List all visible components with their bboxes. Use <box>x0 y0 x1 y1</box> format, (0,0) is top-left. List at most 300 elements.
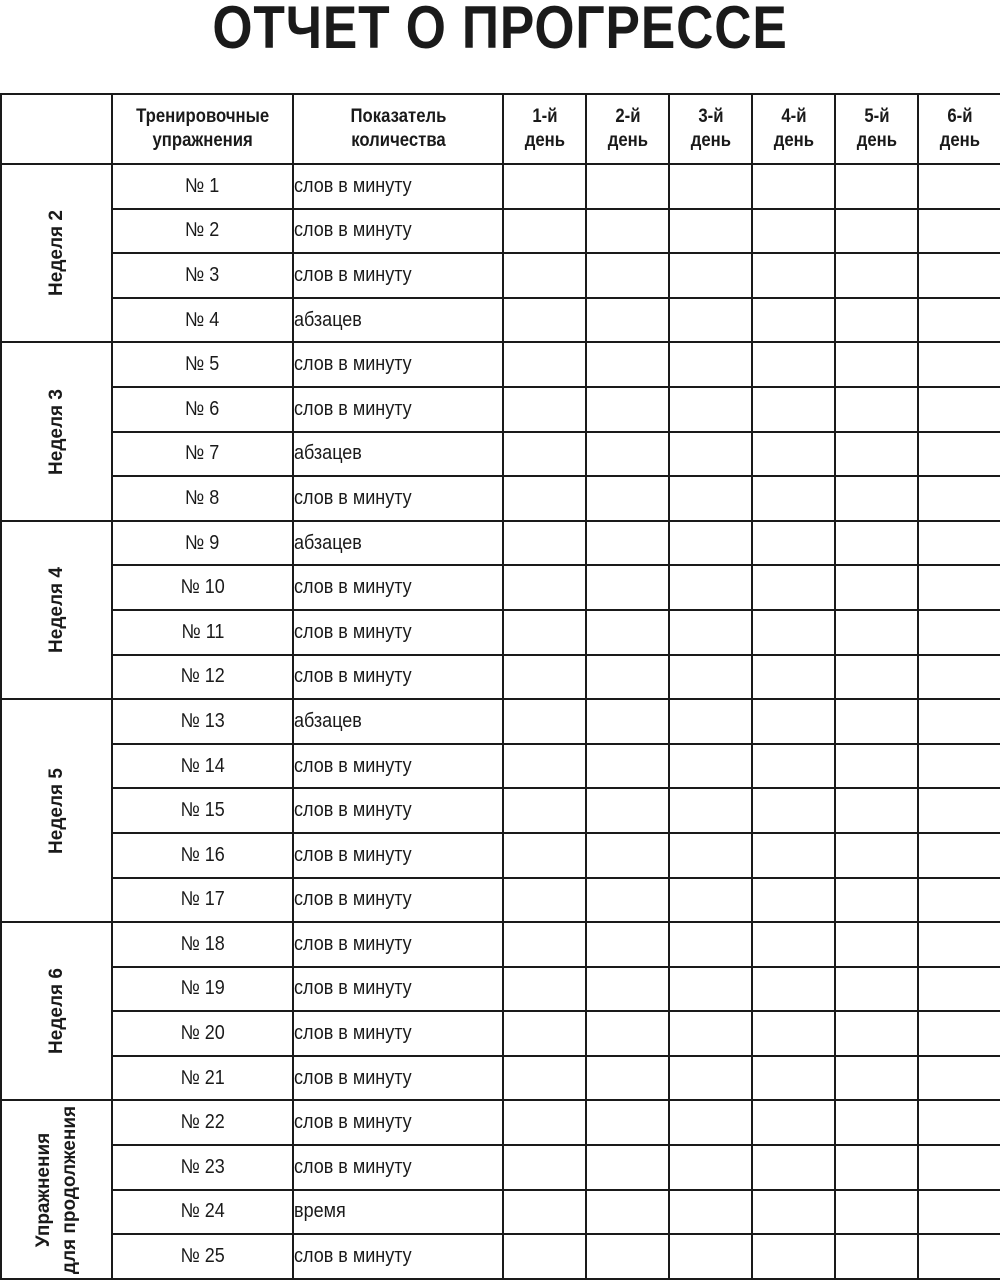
day-6-entry-cell[interactable] <box>918 878 1000 923</box>
exercise-number: № 16 <box>180 843 225 866</box>
day-6-entry-cell[interactable] <box>918 209 1000 254</box>
day-3-entry-cell[interactable] <box>669 1190 752 1235</box>
header-day-6 <box>918 94 1000 164</box>
day-2-entry-cell[interactable] <box>586 432 669 477</box>
day-2-entry-cell[interactable] <box>586 744 669 789</box>
report-body <box>1 164 1000 1279</box>
day-3-entry-cell[interactable] <box>669 1234 752 1279</box>
day-3-entry-cell[interactable] <box>669 655 752 700</box>
metric-cell <box>293 967 503 1012</box>
metric-label: слов в минуту <box>294 576 412 599</box>
day-4-entry-cell[interactable] <box>752 1056 835 1101</box>
day-1-entry-cell[interactable] <box>503 209 586 254</box>
day-2-entry-cell[interactable] <box>586 788 669 833</box>
metric-label: слов в минуту <box>294 888 412 911</box>
day-1-entry-cell[interactable] <box>503 387 586 432</box>
metric-label: время <box>294 1200 346 1223</box>
day-3-entry-cell[interactable] <box>669 1011 752 1056</box>
day-1-entry-cell[interactable] <box>503 342 586 387</box>
header-day-1 <box>503 94 586 164</box>
metric-cell <box>293 1145 503 1190</box>
day-1-entry-cell[interactable] <box>503 565 586 610</box>
day-4-entry-cell[interactable] <box>752 476 835 521</box>
metric-cell <box>293 922 503 967</box>
day-4-entry-cell[interactable] <box>752 521 835 566</box>
metric-label: слов в минуту <box>294 665 412 688</box>
exercise-number: № 9 <box>185 531 220 554</box>
day-3-entry-cell[interactable] <box>669 1145 752 1190</box>
day-1-entry-cell[interactable] <box>503 298 586 343</box>
table-row <box>1 164 1000 209</box>
day-5-entry-cell[interactable] <box>835 387 918 432</box>
exercise-number: № 15 <box>180 799 225 822</box>
week-group-label: Неделя 5 <box>45 767 67 854</box>
day-1-entry-cell[interactable] <box>503 788 586 833</box>
day-4-entry-cell[interactable] <box>752 699 835 744</box>
metric-label: слов в минуту <box>294 353 412 376</box>
day-6-entry-cell[interactable] <box>918 432 1000 477</box>
header-corner-cell <box>1 94 112 164</box>
day-1-entry-cell[interactable] <box>503 922 586 967</box>
exercise-number: № 13 <box>180 709 225 732</box>
day-5-entry-cell[interactable] <box>835 967 918 1012</box>
day-3-entry-cell[interactable] <box>669 878 752 923</box>
day-1-entry-cell[interactable] <box>503 432 586 477</box>
table-row <box>1 521 1000 566</box>
day-3-entry-cell[interactable] <box>669 209 752 254</box>
exercise-number: № 12 <box>180 665 225 688</box>
table-row <box>1 655 1000 700</box>
day-2-entry-cell[interactable] <box>586 253 669 298</box>
exercise-cell <box>112 1100 293 1145</box>
day-4-entry-cell[interactable] <box>752 209 835 254</box>
day-6-entry-cell[interactable] <box>918 1234 1000 1279</box>
exercise-number: № 10 <box>180 576 225 599</box>
day-2-entry-cell[interactable] <box>586 922 669 967</box>
table-row <box>1 878 1000 923</box>
day-6-entry-cell[interactable] <box>918 253 1000 298</box>
week-group-label: Упражнения для продолжения <box>32 1105 80 1274</box>
table-row <box>1 833 1000 878</box>
exercise-cell <box>112 209 293 254</box>
day-2-entry-cell[interactable] <box>586 655 669 700</box>
day-2-entry-cell[interactable] <box>586 209 669 254</box>
table-row <box>1 209 1000 254</box>
week-group-cell <box>1 342 112 520</box>
day-3-entry-cell[interactable] <box>669 610 752 655</box>
exercise-cell <box>112 1056 293 1101</box>
day-4-entry-cell[interactable] <box>752 1145 835 1190</box>
exercise-number: № 21 <box>180 1066 225 1089</box>
day-6-entry-cell[interactable] <box>918 699 1000 744</box>
metric-cell <box>293 253 503 298</box>
header-day-label: 6-й день <box>939 106 980 151</box>
metric-cell <box>293 788 503 833</box>
metric-label: слов в минуту <box>294 1111 412 1134</box>
day-1-entry-cell[interactable] <box>503 1190 586 1235</box>
day-2-entry-cell[interactable] <box>586 610 669 655</box>
day-5-entry-cell[interactable] <box>835 878 918 923</box>
header-day-3 <box>669 94 752 164</box>
metric-cell <box>293 164 503 209</box>
day-5-entry-cell[interactable] <box>835 655 918 700</box>
exercise-number: № 18 <box>180 932 225 955</box>
day-5-entry-cell[interactable] <box>835 1234 918 1279</box>
metric-cell <box>293 610 503 655</box>
header-day-label: 3-й день <box>690 106 731 151</box>
day-5-entry-cell[interactable] <box>835 1190 918 1235</box>
exercise-cell <box>112 699 293 744</box>
day-2-entry-cell[interactable] <box>586 1100 669 1145</box>
day-1-entry-cell[interactable] <box>503 744 586 789</box>
day-3-entry-cell[interactable] <box>669 744 752 789</box>
progress-report-table <box>0 93 1000 1280</box>
day-2-entry-cell[interactable] <box>586 1056 669 1101</box>
metric-cell <box>293 298 503 343</box>
exercise-cell <box>112 387 293 432</box>
day-1-entry-cell[interactable] <box>503 1056 586 1101</box>
metric-cell <box>293 521 503 566</box>
exercise-number: № 6 <box>185 397 220 420</box>
day-5-entry-cell[interactable] <box>835 164 918 209</box>
table-row <box>1 253 1000 298</box>
day-3-entry-cell[interactable] <box>669 342 752 387</box>
metric-cell <box>293 744 503 789</box>
day-5-entry-cell[interactable] <box>835 253 918 298</box>
day-1-entry-cell[interactable] <box>503 833 586 878</box>
table-row <box>1 476 1000 521</box>
day-4-entry-cell[interactable] <box>752 967 835 1012</box>
exercise-cell <box>112 1234 293 1279</box>
day-5-entry-cell[interactable] <box>835 788 918 833</box>
day-1-entry-cell[interactable] <box>503 655 586 700</box>
week-group-cell <box>1 164 112 342</box>
day-5-entry-cell[interactable] <box>835 1100 918 1145</box>
day-2-entry-cell[interactable] <box>586 1190 669 1235</box>
day-2-entry-cell[interactable] <box>586 699 669 744</box>
exercise-number: № 11 <box>180 620 225 643</box>
day-4-entry-cell[interactable] <box>752 342 835 387</box>
exercise-number: № 3 <box>185 263 220 286</box>
day-6-entry-cell[interactable] <box>918 833 1000 878</box>
metric-cell <box>293 833 503 878</box>
day-4-entry-cell[interactable] <box>752 1100 835 1145</box>
day-4-entry-cell[interactable] <box>752 922 835 967</box>
day-6-entry-cell[interactable] <box>918 476 1000 521</box>
day-4-entry-cell[interactable] <box>752 788 835 833</box>
day-5-entry-cell[interactable] <box>835 699 918 744</box>
exercise-cell <box>112 432 293 477</box>
metric-cell <box>293 1056 503 1101</box>
day-4-entry-cell[interactable] <box>752 1190 835 1235</box>
day-1-entry-cell[interactable] <box>503 164 586 209</box>
metric-cell <box>293 1011 503 1056</box>
day-5-entry-cell[interactable] <box>835 342 918 387</box>
metric-cell <box>293 699 503 744</box>
day-1-entry-cell[interactable] <box>503 1145 586 1190</box>
day-6-entry-cell[interactable] <box>918 1056 1000 1101</box>
day-5-entry-cell[interactable] <box>835 833 918 878</box>
exercise-cell <box>112 878 293 923</box>
metric-label: абзацев <box>294 531 362 554</box>
day-2-entry-cell[interactable] <box>586 387 669 432</box>
day-3-entry-cell[interactable] <box>669 967 752 1012</box>
day-5-entry-cell[interactable] <box>835 565 918 610</box>
exercise-number: № 1 <box>185 174 220 197</box>
day-6-entry-cell[interactable] <box>918 1145 1000 1190</box>
exercise-cell <box>112 610 293 655</box>
metric-cell <box>293 1234 503 1279</box>
exercise-number: № 7 <box>185 442 220 465</box>
day-4-entry-cell[interactable] <box>752 833 835 878</box>
metric-label: абзацев <box>294 308 362 331</box>
exercise-cell <box>112 1190 293 1235</box>
day-3-entry-cell[interactable] <box>669 699 752 744</box>
header-exercises <box>112 94 293 164</box>
metric-label: слов в минуту <box>294 1066 412 1089</box>
day-1-entry-cell[interactable] <box>503 521 586 566</box>
exercise-number: № 20 <box>180 1022 225 1045</box>
day-3-entry-cell[interactable] <box>669 788 752 833</box>
day-4-entry-cell[interactable] <box>752 432 835 477</box>
day-3-entry-cell[interactable] <box>669 833 752 878</box>
metric-cell <box>293 655 503 700</box>
metric-label: слов в минуту <box>294 799 412 822</box>
exercise-cell <box>112 1011 293 1056</box>
day-3-entry-cell[interactable] <box>669 521 752 566</box>
day-3-entry-cell[interactable] <box>669 565 752 610</box>
day-2-entry-cell[interactable] <box>586 1234 669 1279</box>
day-2-entry-cell[interactable] <box>586 342 669 387</box>
table-row <box>1 1056 1000 1101</box>
day-3-entry-cell[interactable] <box>669 1056 752 1101</box>
day-6-entry-cell[interactable] <box>918 788 1000 833</box>
day-5-entry-cell[interactable] <box>835 1056 918 1101</box>
day-4-entry-cell[interactable] <box>752 610 835 655</box>
day-3-entry-cell[interactable] <box>669 253 752 298</box>
day-5-entry-cell[interactable] <box>835 610 918 655</box>
day-4-entry-cell[interactable] <box>752 1011 835 1056</box>
day-1-entry-cell[interactable] <box>503 476 586 521</box>
metric-cell <box>293 878 503 923</box>
page-title: ОТЧЕТ О ПРОГРЕССЕ <box>212 0 788 61</box>
exercise-cell <box>112 253 293 298</box>
day-6-entry-cell[interactable] <box>918 387 1000 432</box>
metric-label: слов в минуту <box>294 174 412 197</box>
exercise-cell <box>112 565 293 610</box>
day-1-entry-cell[interactable] <box>503 967 586 1012</box>
header-day-label: 1-й день <box>524 106 565 151</box>
metric-cell <box>293 342 503 387</box>
exercise-cell <box>112 298 293 343</box>
week-group-cell <box>1 922 112 1100</box>
day-6-entry-cell[interactable] <box>918 342 1000 387</box>
day-2-entry-cell[interactable] <box>586 967 669 1012</box>
day-6-entry-cell[interactable] <box>918 922 1000 967</box>
day-4-entry-cell[interactable] <box>752 744 835 789</box>
header-metric-label: Показатель количества <box>350 106 446 151</box>
day-3-entry-cell[interactable] <box>669 298 752 343</box>
header-day-4 <box>752 94 835 164</box>
exercise-number: № 17 <box>180 888 225 911</box>
day-3-entry-cell[interactable] <box>669 1100 752 1145</box>
exercise-number: № 4 <box>185 308 220 331</box>
day-2-entry-cell[interactable] <box>586 878 669 923</box>
table-row <box>1 298 1000 343</box>
exercise-cell <box>112 833 293 878</box>
day-6-entry-cell[interactable] <box>918 655 1000 700</box>
table-row <box>1 1190 1000 1235</box>
day-1-entry-cell[interactable] <box>503 1234 586 1279</box>
header-day-label: 2-й день <box>607 106 648 151</box>
week-group-label: Неделя 3 <box>45 388 67 475</box>
day-3-entry-cell[interactable] <box>669 476 752 521</box>
day-5-entry-cell[interactable] <box>835 744 918 789</box>
table-row <box>1 387 1000 432</box>
day-1-entry-cell[interactable] <box>503 610 586 655</box>
metric-cell <box>293 387 503 432</box>
day-4-entry-cell[interactable] <box>752 164 835 209</box>
day-5-entry-cell[interactable] <box>835 298 918 343</box>
day-6-entry-cell[interactable] <box>918 298 1000 343</box>
exercise-cell <box>112 1145 293 1190</box>
day-2-entry-cell[interactable] <box>586 521 669 566</box>
day-3-entry-cell[interactable] <box>669 432 752 477</box>
metric-cell <box>293 1190 503 1235</box>
day-4-entry-cell[interactable] <box>752 655 835 700</box>
exercise-cell <box>112 788 293 833</box>
table-row <box>1 565 1000 610</box>
metric-label: абзацев <box>294 709 362 732</box>
day-6-entry-cell[interactable] <box>918 1190 1000 1235</box>
day-2-entry-cell[interactable] <box>586 476 669 521</box>
day-2-entry-cell[interactable] <box>586 833 669 878</box>
day-5-entry-cell[interactable] <box>835 1011 918 1056</box>
day-1-entry-cell[interactable] <box>503 1011 586 1056</box>
metric-label: слов в минуту <box>294 932 412 955</box>
table-row <box>1 342 1000 387</box>
exercise-number: № 23 <box>180 1155 225 1178</box>
header-day-2 <box>586 94 669 164</box>
day-3-entry-cell[interactable] <box>669 922 752 967</box>
metric-label: слов в минуту <box>294 1155 412 1178</box>
table-row <box>1 432 1000 477</box>
day-4-entry-cell[interactable] <box>752 253 835 298</box>
metric-label: слов в минуту <box>294 219 412 242</box>
day-1-entry-cell[interactable] <box>503 253 586 298</box>
table-row <box>1 1145 1000 1190</box>
header-metric <box>293 94 503 164</box>
metric-label: слов в минуту <box>294 397 412 420</box>
day-6-entry-cell[interactable] <box>918 1100 1000 1145</box>
exercise-number: № 5 <box>185 353 220 376</box>
exercise-cell <box>112 164 293 209</box>
day-4-entry-cell[interactable] <box>752 387 835 432</box>
metric-label: слов в минуту <box>294 263 412 286</box>
day-5-entry-cell[interactable] <box>835 476 918 521</box>
table-row <box>1 922 1000 967</box>
day-6-entry-cell[interactable] <box>918 1011 1000 1056</box>
exercise-number: № 19 <box>180 977 225 1000</box>
table-row <box>1 744 1000 789</box>
header-exercises-label: Тренировочные упражнения <box>135 106 270 151</box>
day-4-entry-cell[interactable] <box>752 1234 835 1279</box>
table-row <box>1 788 1000 833</box>
day-2-entry-cell[interactable] <box>586 298 669 343</box>
exercise-number: № 2 <box>185 219 220 242</box>
metric-label: слов в минуту <box>294 486 412 509</box>
metric-label: слов в минуту <box>294 620 412 643</box>
day-3-entry-cell[interactable] <box>669 164 752 209</box>
header-row <box>1 94 1000 164</box>
week-group-label: Неделя 4 <box>45 566 67 653</box>
day-5-entry-cell[interactable] <box>835 1145 918 1190</box>
day-1-entry-cell[interactable] <box>503 878 586 923</box>
day-6-entry-cell[interactable] <box>918 967 1000 1012</box>
metric-label: слов в минуту <box>294 1022 412 1045</box>
day-5-entry-cell[interactable] <box>835 521 918 566</box>
exercise-cell <box>112 744 293 789</box>
day-6-entry-cell[interactable] <box>918 521 1000 566</box>
exercise-number: № 22 <box>180 1111 225 1134</box>
table-row <box>1 1234 1000 1279</box>
day-1-entry-cell[interactable] <box>503 699 586 744</box>
exercise-number: № 25 <box>180 1245 225 1268</box>
exercise-number: № 8 <box>185 486 220 509</box>
metric-label: слов в минуту <box>294 843 412 866</box>
exercise-cell <box>112 342 293 387</box>
table-row <box>1 610 1000 655</box>
metric-cell <box>293 565 503 610</box>
day-1-entry-cell[interactable] <box>503 1100 586 1145</box>
day-4-entry-cell[interactable] <box>752 565 835 610</box>
exercise-cell <box>112 967 293 1012</box>
table-row <box>1 1011 1000 1056</box>
day-3-entry-cell[interactable] <box>669 387 752 432</box>
table-row <box>1 1100 1000 1145</box>
day-4-entry-cell[interactable] <box>752 878 835 923</box>
metric-label: слов в минуту <box>294 977 412 1000</box>
day-2-entry-cell[interactable] <box>586 1145 669 1190</box>
day-2-entry-cell[interactable] <box>586 164 669 209</box>
week-group-cell <box>1 699 112 922</box>
metric-cell <box>293 432 503 477</box>
exercise-cell <box>112 922 293 967</box>
header-day-label: 4-й день <box>773 106 814 151</box>
day-6-entry-cell[interactable] <box>918 565 1000 610</box>
exercise-cell <box>112 476 293 521</box>
week-group-cell <box>1 521 112 699</box>
day-2-entry-cell[interactable] <box>586 565 669 610</box>
day-6-entry-cell[interactable] <box>918 610 1000 655</box>
header-day-label: 5-й день <box>856 106 897 151</box>
day-4-entry-cell[interactable] <box>752 298 835 343</box>
day-6-entry-cell[interactable] <box>918 744 1000 789</box>
week-group-label: Неделя 6 <box>45 968 67 1055</box>
metric-cell <box>293 1100 503 1145</box>
exercise-cell <box>112 655 293 700</box>
day-6-entry-cell[interactable] <box>918 164 1000 209</box>
exercise-cell <box>112 521 293 566</box>
day-5-entry-cell[interactable] <box>835 432 918 477</box>
week-group-label: Неделя 2 <box>45 210 67 297</box>
day-5-entry-cell[interactable] <box>835 209 918 254</box>
metric-label: слов в минуту <box>294 1245 412 1268</box>
exercise-number: № 14 <box>180 754 225 777</box>
day-2-entry-cell[interactable] <box>586 1011 669 1056</box>
day-5-entry-cell[interactable] <box>835 922 918 967</box>
exercise-number: № 24 <box>180 1200 225 1223</box>
